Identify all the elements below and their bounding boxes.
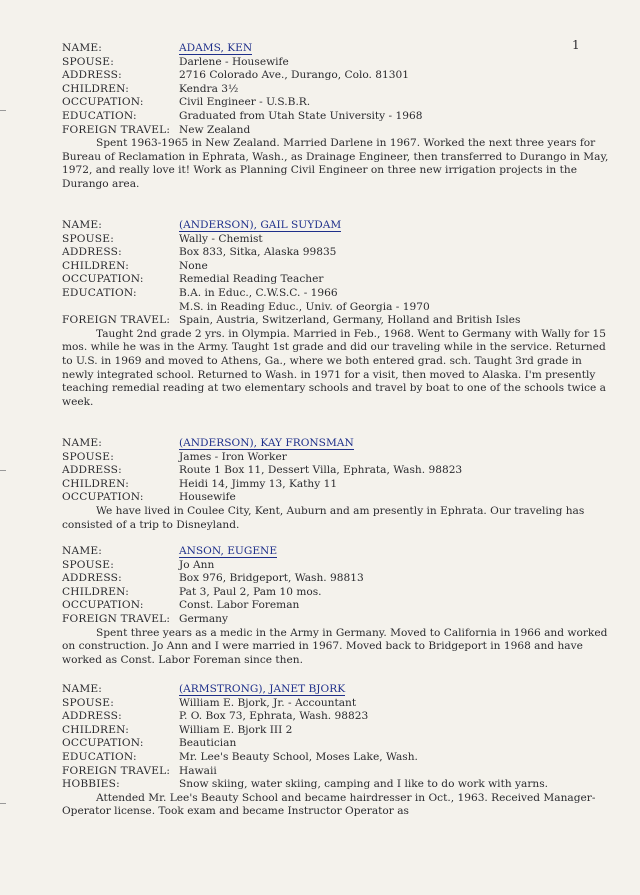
name-row [62,683,610,697]
field-label: ADDRESS: [62,246,122,259]
field-value: Spain, Austria, Switzerland, Germany, Holland and British Isles [179,314,521,327]
field-label: CHILDREN: [62,82,130,95]
field-value: Germany [179,612,228,625]
field-row [62,559,610,573]
field-value: Civil Engineer - U.S.B.R. [179,96,311,109]
field-label: ADDRESS: [62,710,122,723]
field-label: HOBBIES: [62,778,120,791]
field-value: Route 1 Box 11, Dessert Villa, Ephrata, Wash. 98823 [179,464,463,477]
field-row [62,56,610,70]
entry [62,219,610,409]
name-row [62,545,610,559]
field-row [62,246,610,260]
field-row [62,110,610,124]
field-value: William E. Bjork, Jr. - Accountant [179,696,357,709]
field-label: SPOUSE: [62,55,114,68]
field-label: CHILDREN: [62,585,130,598]
field-value: Housewife [179,491,236,504]
field-label: NAME: [62,42,103,54]
bio-paragraph: Spent three years as a medic in the Army in Germany. Moved to California in 1966 and worked on construction. Jo Ann and I were married in 1967. Moved back to Bridgeport in 1968 and have worked as Const. Labor Foreman since then. [62,626,608,666]
field-row [62,751,610,765]
field-label: OCCUPATION: [62,737,144,750]
field-label: SPOUSE: [62,696,114,709]
field-row [62,599,610,613]
field-label: FOREIGN TRAVEL: [62,612,171,625]
field-value: Kendra 3½ [179,82,239,95]
field-value: Hawaii [179,764,217,777]
field-value: William E. Bjork III 2 [179,723,293,736]
field-label: SPOUSE: [62,232,114,245]
field-row [62,478,610,492]
field-row [62,765,610,779]
field-value: Const. Labor Foreman [179,599,300,612]
field-label: OCCUPATION: [62,491,144,504]
entry [62,437,610,532]
person-name: ADAMS, KEN [179,42,253,54]
field-label: SPOUSE: [62,558,114,571]
field-value: Mr. Lee's Beauty School, Moses Lake, Wash. [179,750,418,763]
field-label: NAME: [62,683,103,695]
bio-paragraph: We have lived in Coulee City, Kent, Auburn and am presently in Ephrata. Our traveling has consisted of a trip to Disneyland. [62,504,585,531]
field-value: Snow skiing, water skiing, camping and I like to do work with yarns. [179,778,549,791]
field-row [62,287,610,301]
field-row [62,491,610,505]
field-label: SPOUSE: [62,450,114,463]
person-name: (ANDERSON), GAIL SUYDAM [179,219,342,231]
field-value: Box 833, Sitka, Alaska 99835 [179,246,337,259]
field-row [62,586,610,600]
field-label: FOREIGN TRAVEL: [62,764,171,777]
field-value: P. O. Box 73, Ephrata, Wash. 98823 [179,710,369,723]
field-label: CHILDREN: [62,477,130,490]
field-row [62,273,610,287]
name-row [62,42,610,56]
entry [62,683,610,819]
field-label: EDUCATION: [62,750,137,763]
field-label: ADDRESS: [62,464,122,477]
field-value: Remedial Reading Teacher [179,273,324,286]
field-value: New Zealand [179,123,251,136]
field-label: FOREIGN TRAVEL: [62,314,171,327]
person-name: (ARMSTRONG), JANET BJORK [179,683,346,695]
field-row [62,314,610,328]
field-value: Jo Ann [179,558,215,571]
field-value: M.S. in Reading Educ., Univ. of Georgia - 1970 [179,300,430,313]
page-number: 1 [572,38,580,52]
field-label: ADDRESS: [62,572,122,585]
field-row [62,464,610,478]
field-value: Graduated from Utah State University - 1968 [179,109,423,122]
field-row [62,83,610,97]
field-row [62,737,610,751]
person-name: ANSON, EUGENE [179,545,278,557]
field-label: NAME: [62,437,103,449]
field-row [62,96,610,110]
field-row [62,451,610,465]
field-row [62,260,610,274]
margin-mark [0,110,6,111]
field-value: Box 976, Bridgeport, Wash. 98813 [179,572,364,585]
field-label: FOREIGN TRAVEL: [62,123,171,136]
field-label: OCCUPATION: [62,273,144,286]
entry [62,42,610,192]
field-row [62,301,610,315]
field-label: EDUCATION: [62,109,137,122]
field-label: NAME: [62,545,103,557]
margin-mark [0,803,6,804]
bio-paragraph: Attended Mr. Lee's Beauty School and became hairdresser in Oct., 1963. Received Manager-Operator license. Took exam and became Instructor Operator as [62,791,596,818]
field-value: B.A. in Educ., C.W.S.C. - 1966 [179,286,338,299]
field-row [62,124,610,138]
field-row [62,233,610,247]
field-label: OCCUPATION: [62,599,144,612]
field-row [62,69,610,83]
field-row [62,778,610,792]
field-value: Darlene - Housewife [179,55,289,68]
field-row [62,710,610,724]
field-value: Wally - Chemist [179,232,263,245]
person-name: (ANDERSON), KAY FRONSMAN [179,437,354,449]
field-value: James - Iron Worker [179,450,287,463]
field-row [62,572,610,586]
field-row [62,697,610,711]
field-value: Heidi 14, Jimmy 13, Kathy 11 [179,477,338,490]
field-label: OCCUPATION: [62,96,144,109]
field-row [62,724,610,738]
field-value: Beautician [179,737,237,750]
field-label: CHILDREN: [62,723,130,736]
field-label: CHILDREN: [62,259,130,272]
field-value: Pat 3, Paul 2, Pam 10 mos. [179,585,322,598]
bio-paragraph: Taught 2nd grade 2 yrs. in Olympia. Married in Feb., 1968. Went to Germany with Wally for 15 mos. while he was in the Army. Taught 1st grade and did our traveling while in the service. Returned to U.S. in 1969 and moved to Athens, Ga., where we both entered grad. sch. Taught 3rd grade in newly integrated school. Returned to Wash. in 1971 for a visit, then moved to Alaska. I'm presently teaching remedial reading at two elementary schools and travel by boat to one of the schools twice a week. [62,327,607,408]
field-label: ADDRESS: [62,69,122,82]
field-label [62,301,179,315]
margin-mark [0,470,6,471]
field-label: NAME: [62,219,103,231]
field-value: None [179,259,208,272]
bio-paragraph: Spent 1963-1965 in New Zealand. Married Darlene in 1967. Worked the next three years for Bureau of Reclamation in Ephrata, Wash., as Drainage Engineer, then transferred to Durango in May, 1972, and really love it! Work as Planning Civil Engineer on three new irrigation projects in the Durango area. [62,137,609,190]
name-row [62,219,610,233]
name-row [62,437,610,451]
field-label: EDUCATION: [62,286,137,299]
field-value: 2716 Colorado Ave., Durango, Colo. 81301 [179,69,409,82]
entry [62,545,610,667]
field-row [62,613,610,627]
